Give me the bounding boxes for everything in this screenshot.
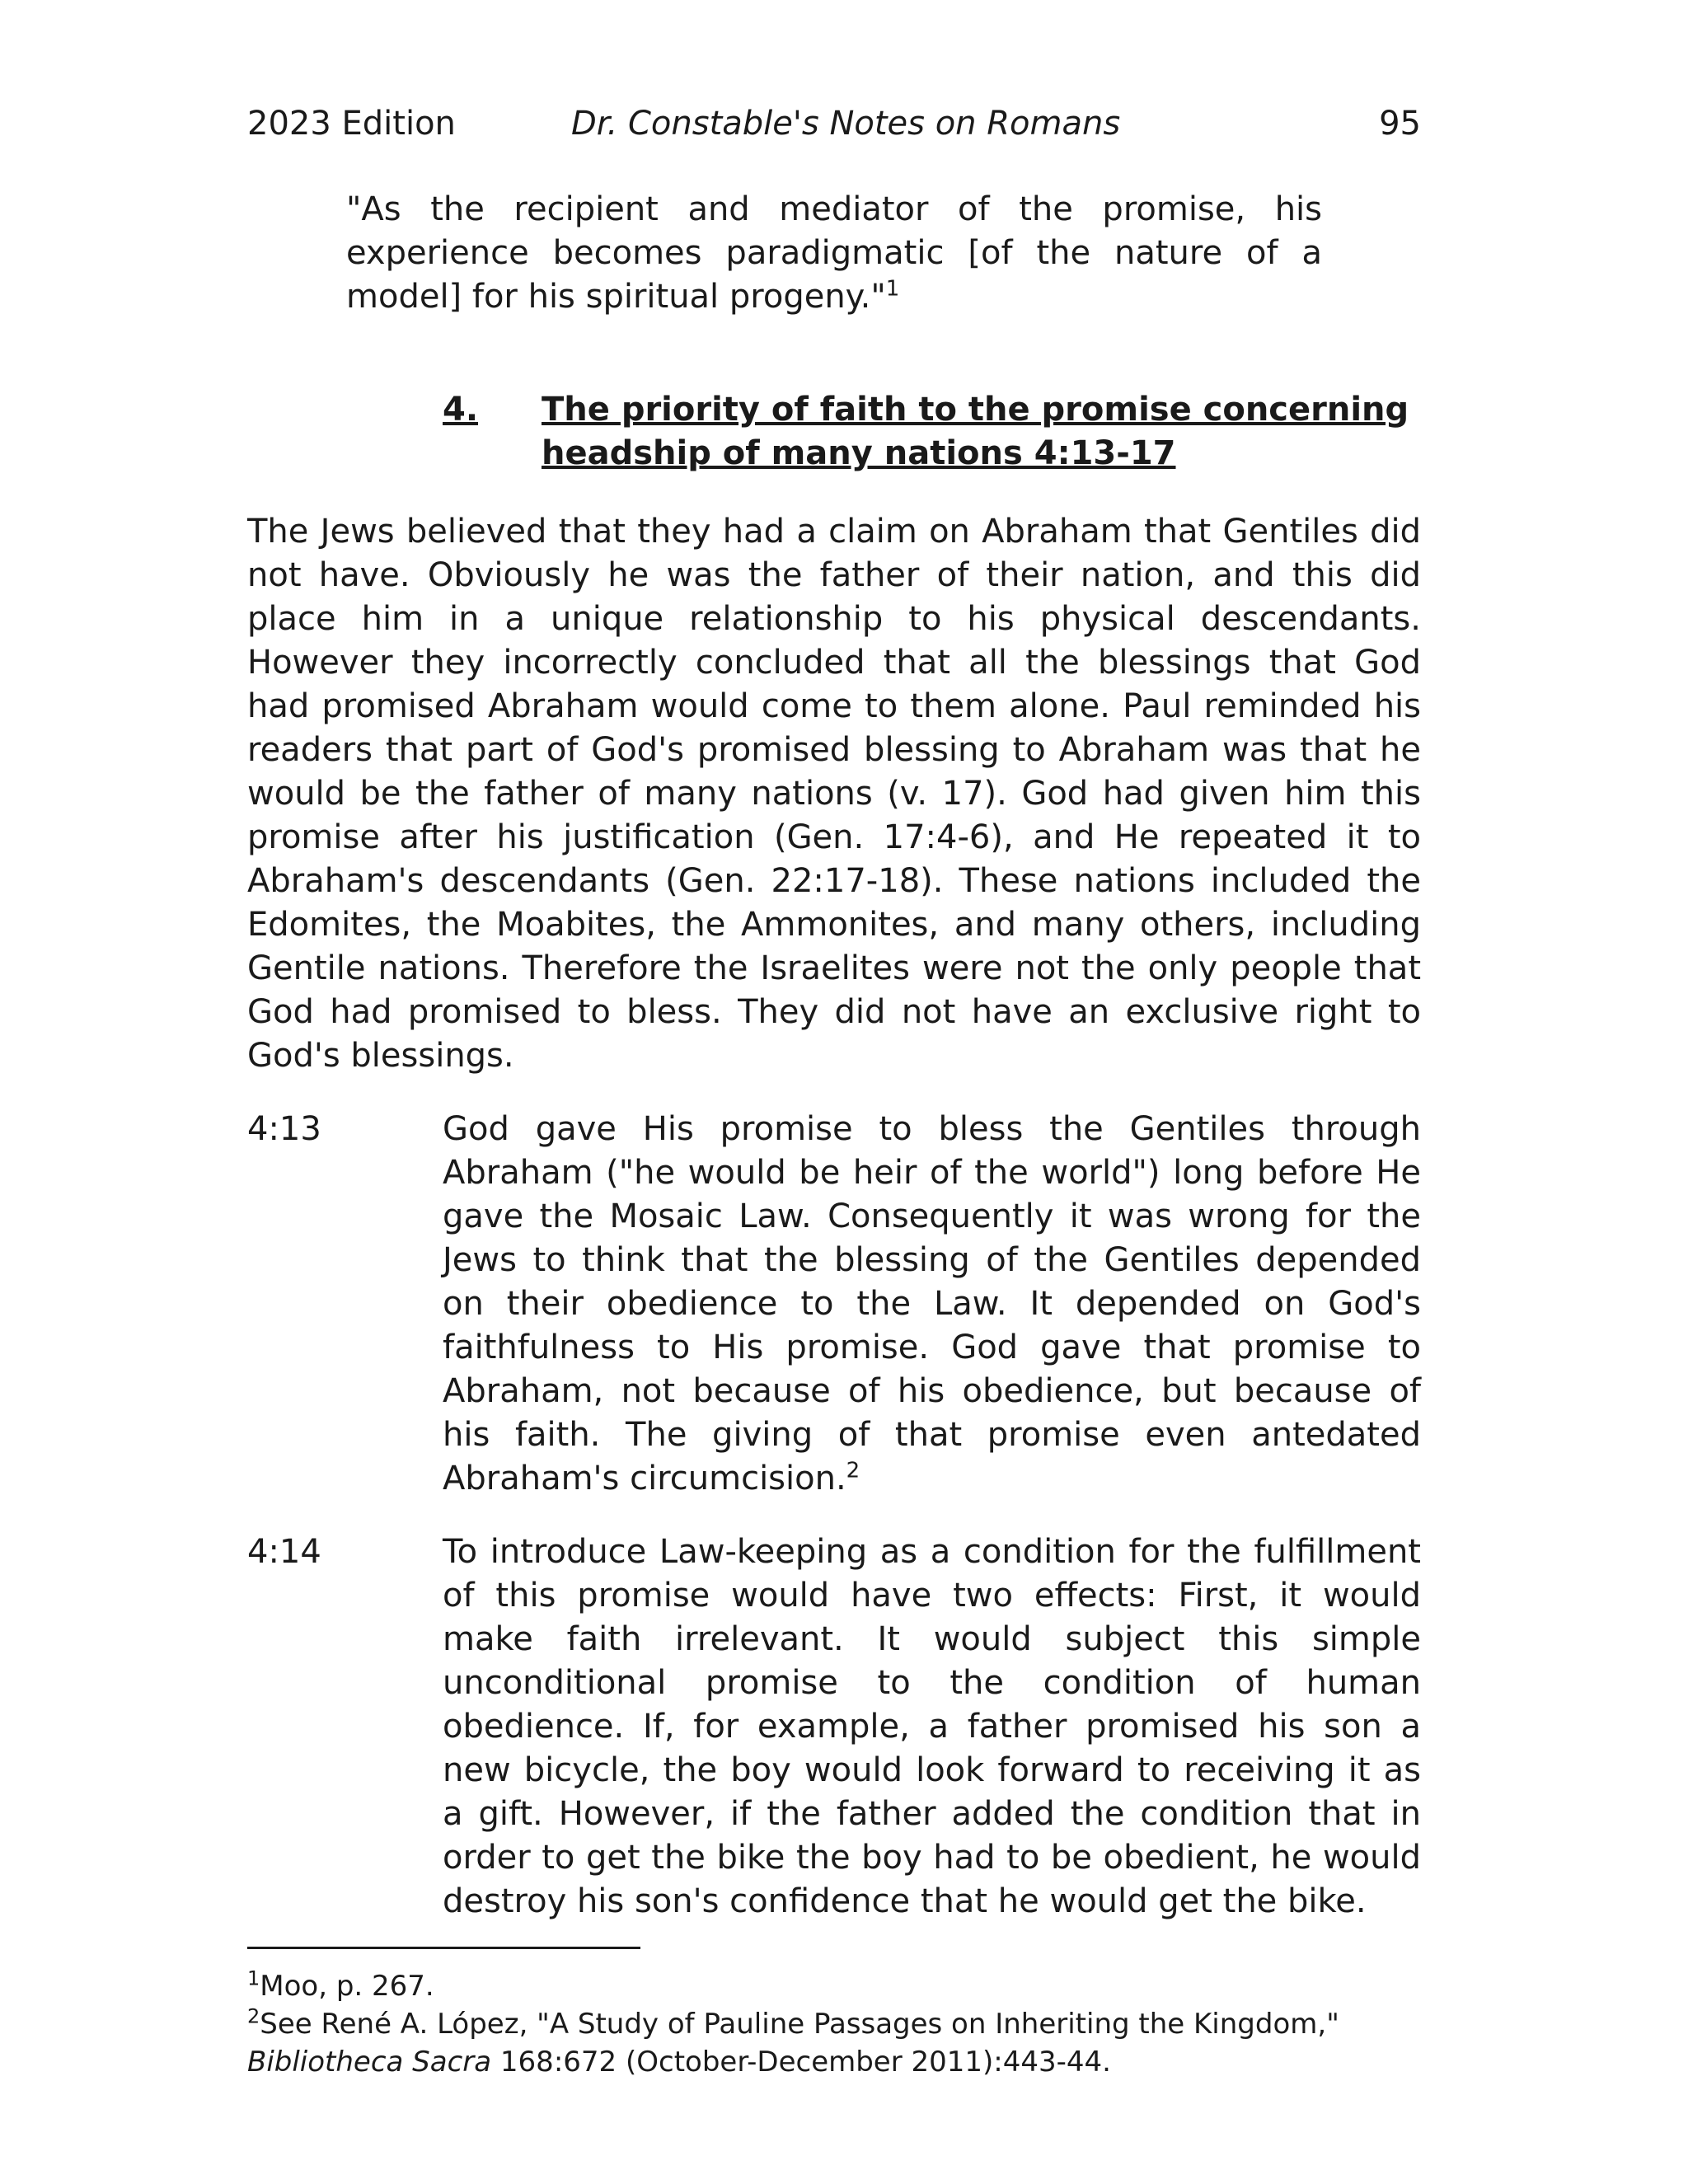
footnote-1 <box>247 1967 1421 2005</box>
book-title: Dr. Constable's Notes on Romans <box>571 105 1121 143</box>
verse-commentary-text: To introduce Law-keeping as a condition for the fulfillment of this promise would have two effects: First, it would make faith irrelevant. It would subject this simple unconditional promise to the condition of human obedience. If, for example, a father promised his son a new bicycle, the boy would look forward to receiving it as a gift. However, if the father added the condition that in order to get the bike the boy had to be obedient, he would destroy his son's confidence that he would get the bike. <box>443 1533 1421 1920</box>
footnote-number: 2 <box>247 2004 260 2028</box>
verse-reference: 4:14 <box>247 1533 321 1571</box>
section-title: The priority of faith to the promise concerning headship of many nations 4:13-17 <box>542 391 1409 472</box>
document-page <box>247 99 1421 2081</box>
running-header <box>247 99 1421 148</box>
verse-commentary-text: God gave His promise to bless the Gentiles through Abraham ("he would be heir of the world") long before He gave the Mosaic Law. Consequently it was wrong for the Jews to think that the blessing of the Gentiles depended on their obedience to the Law. It depended on God's faithfulness to His promise. God gave that promise to Abraham, not because of his obedience, but because of his faith. The giving of that promise even antedated Abraham's circumcision. <box>443 1110 1421 1497</box>
footnote-number: 1 <box>247 1966 260 1990</box>
verse-block-4-13 <box>247 1108 1421 1501</box>
journal-title: Bibliotheca Sacra <box>247 2046 492 2079</box>
verse-commentary <box>443 1108 1421 1501</box>
footnote-2 <box>247 2005 1421 2081</box>
verse-block-4-14 <box>247 1530 1421 1924</box>
footnote-text: Moo, p. 267. <box>260 1970 434 2003</box>
section-heading <box>443 388 1421 476</box>
footnote-divider <box>247 1947 640 1949</box>
footnote-ref-2: 2 <box>846 1458 860 1483</box>
footnotes <box>247 1967 1421 2081</box>
edition-label: 2023 Edition <box>247 105 456 143</box>
footnote-text: See René A. López, "A Study of Pauline Passages on Inheriting the Kingdom," <box>260 2008 1339 2041</box>
quote-text: "As the recipient and mediator of the promise, his experience becomes paradigmatic [of the nature of a model] for his spiritual progeny." <box>346 190 1322 316</box>
page-number: 95 <box>1379 105 1421 143</box>
footnote-ref-1: 1 <box>885 276 900 302</box>
block-quote <box>346 188 1322 319</box>
section-number: 4. <box>443 391 479 429</box>
intro-paragraph: The Jews believed that they had a claim on Abraham that Gentiles did not have. Obviously he was the father of their nation, and this did place him in a unique relationship to his physical descendants. However they incorrectly concluded that all the blessings that God had promised Abraham would come to them alone. Paul reminded his readers that part of God's promised blessing to Abraham was that he would be the father of many nations (v. 17). God had given him this promise after his justification (Gen. 17:4-6), and He repeated it to Abraham's descendants (Gen. 22:17-18). These nations included the Edomites, the Moabites, the Ammonites, and many others, including Gentile nations. Therefore the Israelites were not the only people that God had promised to bless. They did not have an exclusive right to God's blessings. <box>247 513 1421 1075</box>
footnote-citation: 168:672 (October-December 2011):443-44. <box>491 2046 1111 2079</box>
verse-reference: 4:13 <box>247 1110 321 1148</box>
